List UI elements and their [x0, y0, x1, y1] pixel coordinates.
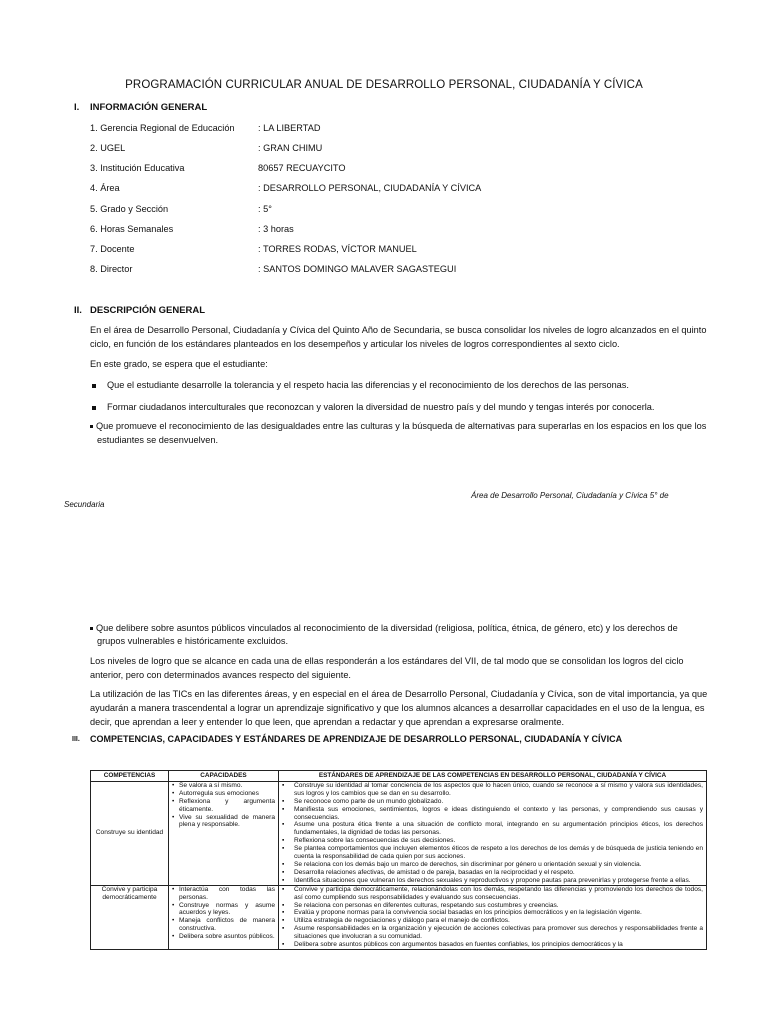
list-item: • Se valora a sí mismo.: [172, 781, 243, 789]
list-item: • Maneja conflictos de manera constructiva.: [172, 917, 275, 933]
header-estandares: ESTÁNDARES DE APRENDIZAJE DE LAS COMPETENCIAS EN DESARROLLO PERSONAL, CIUDADANÍA Y CÍVICA: [279, 771, 707, 782]
square-bullet-icon: [90, 627, 93, 630]
section-2-heading: DESCRIPCIÓN GENERAL: [90, 305, 206, 316]
bullet-item: Que promueve el reconocimiento de las desigualdades entre las culturas y la búsqueda de alternativas para superarlas en los espacios en los que los: [90, 419, 706, 433]
info-label: 6. Horas Semanales: [90, 224, 174, 234]
info-value: : SANTOS DOMINGO MALAVER SAGASTEGUI: [258, 264, 457, 274]
list-item: ▪ Desarrolla relaciones afectivas, de amistad o de pareja, basadas en la reciprocidad y el respeto.: [282, 868, 575, 876]
info-value: : 3 horas: [258, 224, 294, 234]
list-item: ▪ Convive y participa democráticamente, relacionándolas con los demás, respetando las diferencias y promoviendo los derechos de todos, así como cumpliendo sus responsabilidades y evaluando sus consecuencias.: [282, 885, 703, 901]
estandares-cell: [279, 781, 707, 885]
competencia-cell: Convive y participa democráticamente: [91, 885, 169, 949]
list-item: • Construye normas y asume acuerdos y leyes.: [172, 901, 275, 917]
info-value: : TORRES RODAS, VÍCTOR MANUEL: [258, 244, 417, 254]
section-2-number: II.: [74, 305, 82, 316]
paragraph-line: anterior, pero con determinados avances respecto del siguiente.: [90, 670, 351, 680]
list-item: ▪ Evalúa y propone normas para la convivencia social basadas en los principios democráticos y en la legislación vigente.: [282, 909, 642, 917]
list-item: ▪ Asume una postura ética frente a una situación de conflicto moral, integrando en su argumentación principios éticos, los derechos fundamentales, la dignidad de todas las personas.: [282, 821, 703, 837]
list-item: ▪ Identifica situaciones que vulneran los derechos sexuales y reproductivos y propone pautas para prevenirlas y protegerse frente a ellas.: [282, 876, 691, 884]
list-item: ▪ Se relaciona con personas en diferentes culturas, respetando sus costumbres y creencias.: [282, 901, 559, 909]
info-value: : DESARROLLO PERSONAL, CIUDADANÍA Y CÍVICA: [258, 183, 482, 193]
capacidades-cell: [169, 885, 279, 949]
list-item: ▪ Manifiesta sus emociones, sentimientos, logros e ideas distinguiendo el contexto y las personas, y comprendiendo sus causas y consecuencias.: [282, 805, 703, 821]
list-item: • Delibera sobre asuntos públicos.: [172, 933, 275, 941]
info-label: 4. Área: [90, 183, 120, 193]
info-value: : LA LIBERTAD: [258, 123, 321, 133]
list-item: ▪ Se plantea comportamientos que incluyen elementos éticos de respeto a los derechos de los demás y de búsqueda de justicia teniendo en cuenta la responsabilidad de cada quien por sus acciones.: [282, 845, 703, 861]
square-bullet-icon: [90, 425, 93, 428]
paragraph-line: decir, que aprendan a leer y entender lo que leen, que aprendan a redactar y que aprendan a expresarse oralmente.: [90, 717, 564, 727]
info-label: 2. UGEL: [90, 143, 126, 153]
info-label: 8. Director: [90, 264, 133, 274]
competencia-cell: Construye su identidad: [91, 781, 169, 885]
expect-line: En este grado, se espera que el estudiante:: [90, 359, 268, 369]
bullet-item: Formar ciudadanos interculturales que reconozcan y valoren la diversidad de nuestro país y del mundo y tengas interés por conocerla.: [92, 400, 654, 414]
list-item: ▪ Utiliza estrategia de negociaciones y diálogo para el manejo de conflictos.: [282, 917, 510, 925]
list-item: ▪ Se reconoce como parte de un mundo globalizado.: [282, 797, 444, 805]
page-footer-level: Secundaria: [64, 500, 105, 509]
header-capacidades: CAPACIDADES: [169, 771, 279, 782]
intro-line: En el área de Desarrollo Personal, Ciudadanía y Cívica del Quinto Año de Secundaria, se busca consolidar los niveles de logro alcanzados en el quinto: [90, 325, 707, 335]
list-item: ▪ Asume responsabilidades en la organización y ejecución de acciones colectivas para promover sus derechos y responsabilidades frente a situaciones que involucran a su comunidad.: [282, 925, 703, 941]
capacidades-cell: [169, 781, 279, 885]
bullet-continuation: grupos vulnerables e históricamente excluidos.: [97, 636, 288, 646]
bullet-item: Que el estudiante desarrolle la tolerancia y el respeto hacia las diferencias y el reconocimiento de los derechos de las personas.: [92, 378, 629, 392]
section-3-heading: COMPETENCIAS, CAPACIDADES Y ESTÁNDARES DE APRENDIZAJE DE DESARROLLO PERSONAL, CIUDADANÍA Y CÍVICA: [90, 734, 623, 744]
list-item: • Autorregula sus emociones: [172, 789, 259, 797]
square-bullet-icon: [92, 384, 96, 388]
info-label: 1. Gerencia Regional de Educación: [90, 123, 235, 133]
estandares-cell: [279, 885, 707, 949]
list-item: • Reflexiona y argumenta éticamente.: [172, 797, 275, 813]
list-item: ▪ Delibera sobre asuntos públicos con argumentos basados en fuentes confiables, los principios democráticos y la: [282, 941, 623, 949]
table-row: [91, 781, 707, 885]
list-item: ▪ Se relaciona con los demás bajo un marco de derechos, sin discriminar por género u orientación sexual y sin violencia.: [282, 860, 642, 868]
info-label: 7. Docente: [90, 244, 135, 254]
table-row: [91, 885, 707, 949]
header-competencias: COMPETENCIAS: [91, 771, 169, 782]
info-label: 5. Grado y Sección: [90, 204, 169, 214]
section-1-number: I.: [74, 102, 80, 113]
intro-line: ciclo, en función de los estándares planteados en los desempeños y articular los niveles de logros correspondientes al sexto ciclo.: [90, 339, 620, 349]
paragraph-line: ayudarán a manera trascendental a lograr un aprendizaje significativo y que los alumnos alcances a desarrollar capacidades en el uso de la lengua, es: [90, 703, 705, 713]
paragraph-line: Los niveles de logro que se alcance en cada una de ellas responderán a los estándares del VII, de tal modo que se consolidan los logros del ciclo: [90, 656, 684, 666]
list-item: ▪ Construye su identidad al tomar conciencia de los aspectos que lo hacen único, cuando se reconoce a sí mismo y valora sus identidades, sus logros y los cambios que se dan en su desarrollo.: [282, 781, 703, 797]
square-bullet-icon: [92, 406, 96, 410]
bullet-continuation: estudiantes se desenvuelven.: [97, 435, 219, 445]
info-label: 3. Institución Educativa: [90, 163, 185, 173]
section-3-number: III.: [72, 736, 80, 743]
document-title: PROGRAMACIÓN CURRICULAR ANUAL DE DESARROLLO PERSONAL, CIUDADANÍA Y CÍVICA: [125, 79, 643, 91]
info-value: : 5°: [258, 204, 272, 214]
list-item: • Interactúa con todas las personas.: [172, 885, 275, 901]
table-header-row: [91, 771, 707, 782]
info-value: : GRAN CHIMU: [258, 143, 323, 153]
page-footer-area: Área de Desarrollo Personal, Ciudadanía y Cívica 5° de: [471, 491, 669, 500]
info-value: 80657 RECUAYCITO: [258, 163, 346, 173]
list-item: ▪ Reflexiona sobre las consecuencias de sus decisiones.: [282, 837, 456, 845]
section-1-heading: INFORMACIÓN GENERAL: [90, 102, 208, 113]
bullet-item: Que delibere sobre asuntos públicos vinculados al reconocimiento de la diversidad (religiosa, política, étnica, de género, etc) y los derechos de: [90, 621, 678, 635]
list-item: • Vive su sexualidad de manera plena y responsable.: [172, 813, 275, 829]
competencies-table: [90, 770, 707, 950]
paragraph-line: La utilización de las TICs en las diferentes áreas, y en especial en el área de Desarrollo Personal, Ciudadanía y Cívica, son de vital importancia, ya que: [90, 689, 708, 699]
